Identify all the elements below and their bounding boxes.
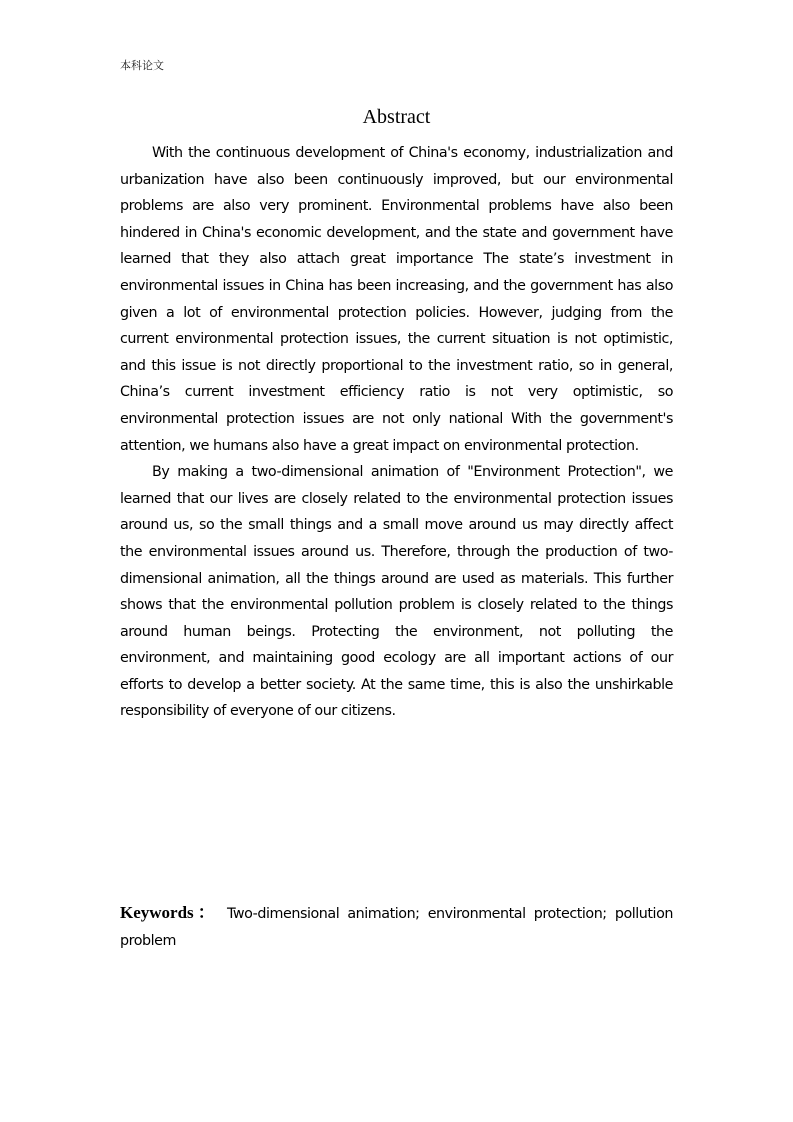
keywords-section xyxy=(120,900,673,954)
abstract-title: Abstract xyxy=(362,106,431,128)
keywords-text: Two-dimensional animation; environmental protection; pollution problem xyxy=(120,906,673,949)
abstract-paragraph-1: With the continuous development of China's economy, industrialization and urbanization have also been continuously improved, but our environmental problems are also very prominent. Environmental problems have also been hindered in China's economic development, and the state and government have learned that they also attach great importance The state’s investment in environmental issues in China has been increasing, and the government has also given a lot of environmental protection policies. However, judging from the current environmental protection issues, the current situation is not optimistic, and this issue is not directly proportional to the investment ratio, so in general, China’s current investment efficiency ratio is not very optimistic, so environmental protection issues are not only national With the government's attention, we humans also have a great impact on environmental protection. xyxy=(120,145,673,454)
abstract-paragraph-2: By making a two-dimensional animation of "Environment Protection", we learned that our lives are closely related to the environmental protection issues around us, so the small things and a small move around us may directly affect the environmental issues around us. Therefore, through the production of two-dimensional animation, all the things around are used as materials. This further shows that the environmental pollution problem is closely related to the things around human beings. Protecting the environment, not polluting the environment, and maintaining good ecology are all important actions of our efforts to develop a better society. At the same time, this is also the unshirkable responsibility of everyone of our citizens. xyxy=(120,464,673,720)
abstract-body xyxy=(120,140,673,725)
keywords-label: Keywords： xyxy=(120,903,219,922)
running-header: 本科论文 xyxy=(120,59,164,72)
